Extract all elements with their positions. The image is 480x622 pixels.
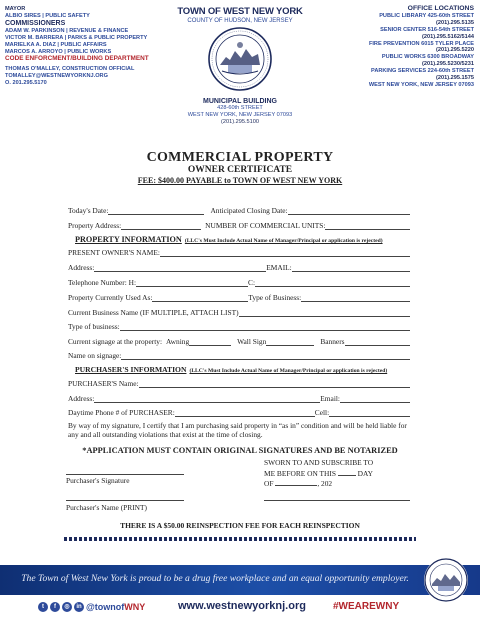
owner-name-label: PRESENT OWNER'S NAME: [68,248,160,257]
town-seal-icon [208,27,272,91]
mayor-name: ALBIO SIRES | PUBLIC SAFETY [5,12,90,19]
purchaser-info-note: (LLC's Must Include Actual Name of Manager/Principal or application is rejected) [189,368,388,374]
commissioner-2: VICTOR M. BARRERA | PARKS & PUBLIC PROPERTY [5,35,148,42]
row-signage [68,335,410,346]
row-type-of-business [68,320,410,331]
header-right [334,6,474,89]
row-owner-address [68,261,410,272]
row-name-signage [68,349,410,360]
type-of-business-label: Type of business: [68,322,120,331]
official-email[interactable]: TOMALLEY@WESTNEWYORKNJ.ORG [5,72,108,79]
footer-banner [0,565,480,595]
currently-used-field[interactable] [152,293,248,302]
footer-tagline: The Town of West New York is proud to be a drug free workplace and an equal opportunity employer. [21,573,409,584]
website-link[interactable]: www.westnewyorknj.org [178,600,306,612]
sworn-year-label: , 202 [317,479,333,489]
library-phone: (201).295.5135 [436,19,474,26]
purchaser-signature-field[interactable] [66,466,184,475]
telephone-cell-field[interactable] [255,278,410,287]
reinspection-notice: THERE IS A $50.00 REINSPECTION FEE FOR EACH REINSPECTION [120,521,360,530]
commissioner-1: ADAM W. PARKINSON | REVENUE & FINANCE [5,28,129,35]
row-current-business [68,306,410,317]
purchaser-name-label: PURCHASER'S Name: [68,379,139,388]
type-of-business-field[interactable] [120,322,410,331]
purchaser-email-label: Email: [320,394,340,403]
sworn-line-1: SWORN TO AND SUBSCRIBE TO [264,458,374,467]
office-locations-title: OFFICE LOCATIONS [407,5,474,12]
social-icons [38,602,84,612]
purchaser-signature-label: Purchaser's Signature [66,476,130,485]
public-works-phone: (201).295.5230/5231 [422,61,474,68]
senior-center-address: SENIOR CENTER 516-54th STREET [380,26,474,33]
purchaser-print-label: Purchaser's Name (PRINT) [66,503,147,512]
county-name: COUNTY OF HUDSON, NEW JERSEY [187,18,293,24]
purchaser-info-title: PURCHASER'S INFORMATION [75,365,187,374]
facebook-icon[interactable]: f [50,602,60,612]
notary-signature-field[interactable] [264,492,410,501]
awning-field[interactable] [189,337,231,346]
currently-used-label: Property Currently Used As: [68,293,153,302]
mayor-title: MAYOR [5,6,26,12]
header-left [5,6,170,87]
wall-sign-field[interactable] [266,337,314,346]
closing-date-field[interactable] [288,206,410,215]
sworn-day-field[interactable] [338,468,356,476]
daytime-phone-field[interactable] [175,408,315,417]
fire-prevention-phone: (201).295.5220 [436,47,474,54]
certification-text: By way of my signature, I certify that I am purchasing said property in “as in” condition and will be held liable for any and all outstanding violations that exist at the time of closing. [68,421,407,439]
building-street: 428-60th STREET [217,105,263,111]
commissioner-3: MARIELKA A. DIAZ | PUBLIC AFFAIRS [5,42,107,49]
parking-address: PARKING SERVICES 224-60th STREET [371,68,474,75]
daytime-phone-label: Daytime Phone # of PURCHASER: [68,408,175,417]
closing-date-label: Anticipated Closing Date: [210,206,288,215]
signage-label: Current signage at the property: [68,337,162,346]
units-field[interactable] [325,221,410,230]
municipal-building: MUNICIPAL BUILDING [202,98,278,105]
footer-seal-icon [424,558,468,602]
owner-name-field[interactable] [160,248,410,257]
office-city: WEST NEW YORK, NEW JERSEY 07093 [368,81,474,88]
property-info-heading [75,233,417,244]
todays-date-label: Today's Date: [68,206,109,215]
row-address-units [68,219,410,230]
purchaser-address-label: Address: [68,394,95,403]
address-label: Address: [68,263,95,272]
row-dates [68,204,410,215]
sworn-block [264,458,373,489]
purchaser-info-heading [75,363,417,374]
name-signage-field[interactable] [121,351,410,360]
current-business-label: Current Business Name (IF MULTIPLE, ATTACH LIST) [68,308,239,317]
official-phone: O. 201.295.5170 [5,79,47,86]
purchaser-address-field[interactable] [94,394,320,403]
telephone-home-field[interactable] [136,278,248,287]
notarized-notice: *APPLICATION MUST CONTAIN ORIGINAL SIGNATURES AND BE NOTARIZED [82,446,398,455]
todays-date-field[interactable] [108,206,204,215]
telephone-cell-label: C: [248,278,256,287]
linkedin-icon[interactable]: in [74,602,84,612]
name-signage-label: Name on signage: [68,351,122,360]
units-label: NUMBER OF COMMERCIAL UNITS: [205,221,326,230]
email-field[interactable] [292,263,410,272]
row-telephone [68,276,410,287]
sworn-line-2: ME BEFORE ON THIS [264,468,336,478]
town-name: TOWN OF WEST NEW YORK [177,6,303,17]
banners-field[interactable] [345,337,410,346]
hashtag: #WEAREWNY [333,601,400,612]
document-title: COMMERCIAL PROPERTY [146,150,334,165]
fee-notice: FEE: $400.00 PAYABLE to TOWN OF WEST NEW YORK [137,176,343,185]
department-name: CODE ENFORCMENT/BUILDING DEPARTMENT [5,54,149,62]
row-owner [68,246,410,257]
construction-official: THOMAS O'MALLEY, CONSTRUCTION OFFICIAL [5,65,135,72]
purchaser-print-field[interactable] [66,492,184,501]
fire-prevention-address: FIRE PREVENTION 6015 TYLER PLACE [368,40,474,47]
property-info-title: PROPERTY INFORMATION [75,235,182,244]
social-handle-prefix: @townof [86,602,125,612]
sworn-of-label: OF [264,479,274,489]
wall-sign-label: Wall Sign [237,337,267,346]
awning-label: Awning [166,337,190,346]
banners-label: Banners [320,337,345,346]
row-purchaser-phone [68,406,410,417]
building-phone: (201).295.5100 [221,119,259,125]
purchaser-cell-label: Cell: [314,408,330,417]
purchaser-cell-field[interactable] [329,408,410,417]
row-purchaser-name [68,377,410,388]
public-works-address: PUBLIC WORKS 6300 BROADWAY [381,54,474,61]
dotted-divider [64,537,416,541]
sworn-day-label: DAY [357,468,373,478]
library-address: PUBLIC LIBRARY 425-60th STREET [379,12,474,19]
document-subtitle: OWNER CERTIFICATE [187,165,293,175]
property-address-field[interactable] [121,221,201,230]
sworn-month-field[interactable] [275,478,317,486]
senior-center-phone: (201).295.5162/5144 [422,33,474,40]
email-label: EMAIL: [266,263,292,272]
commissioner-4: MARCOS A. ARROYO | PUBLIC WORKS [5,49,112,56]
parking-phone: (201).295.1575 [436,75,474,82]
type-business-field[interactable] [301,293,410,302]
purchaser-name-field[interactable] [139,379,410,388]
type-business-label: Type of Business: [248,293,302,302]
building-city: WEST NEW YORK, NEW JERSEY 07093 [187,112,293,118]
commissioners-title: COMMISSIONERS [5,19,66,27]
instagram-icon[interactable]: ◎ [62,602,72,612]
property-info-note: (LLC's Must Include Actual Name of Manager/Principal or application is rejected) [184,238,383,244]
address-field[interactable] [94,263,266,272]
header-center [170,6,310,126]
social-handle-suffix: WNY [124,602,146,612]
row-purchaser-address [68,392,410,403]
property-address-label: Property Address: [68,221,122,230]
current-business-field[interactable] [239,308,410,317]
social-handle[interactable] [86,602,145,612]
twitter-icon[interactable]: t [38,602,48,612]
row-property-use [68,291,410,302]
telephone-label: Telephone Number: H: [68,278,137,287]
purchaser-email-field[interactable] [340,394,410,403]
